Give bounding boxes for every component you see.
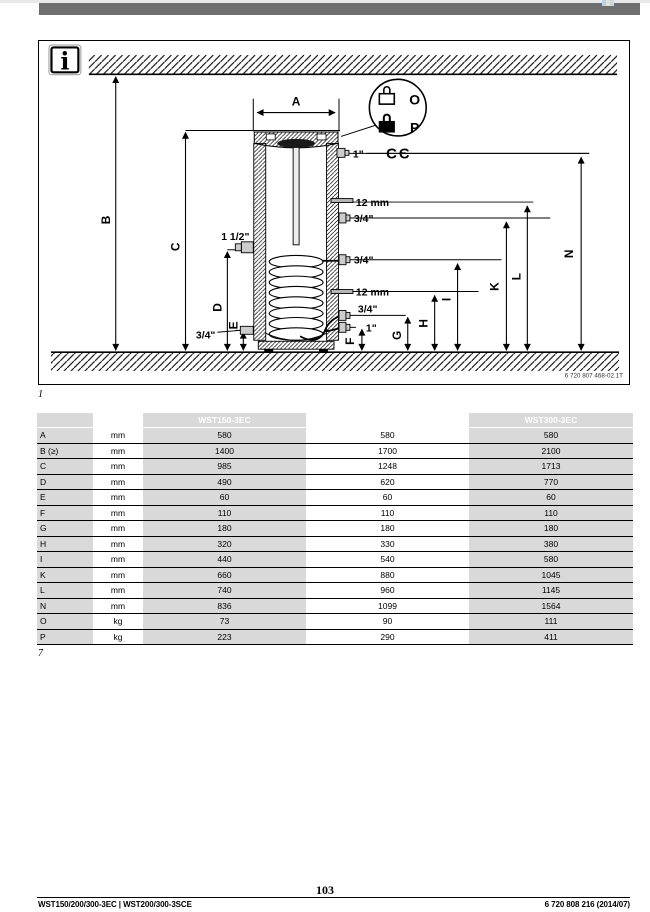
table-header-row	[37, 413, 633, 428]
table-row	[37, 536, 633, 552]
unit-cell: kg	[93, 629, 143, 645]
dim-c: C	[168, 242, 183, 252]
conn-upper-34-label: 3/4"	[353, 213, 374, 225]
dim-cell: O	[37, 614, 93, 630]
table-row	[37, 583, 633, 599]
tank-diagram	[39, 41, 629, 384]
page-number: 103	[316, 883, 334, 897]
value-cell: 1700	[306, 443, 469, 459]
dim-cell: G	[37, 521, 93, 537]
weight-filled-label: P	[410, 119, 420, 136]
tank-wall-left	[254, 143, 266, 340]
table-row	[37, 490, 633, 506]
dim-b: B	[98, 215, 113, 225]
dim-cell: E	[37, 490, 93, 506]
value-cell: 580	[469, 428, 633, 444]
dim-cell: H	[37, 536, 93, 552]
dim-k: K	[487, 282, 502, 291]
value-cell: 1564	[469, 598, 633, 614]
value-cell: 110	[143, 505, 306, 521]
table-row	[37, 567, 633, 583]
info-icon-glyph: i	[60, 47, 70, 76]
value-cell: 2100	[469, 443, 633, 459]
conn-lower-1-label: 1"	[365, 323, 377, 335]
heat-exchanger-coil	[269, 255, 323, 340]
value-cell: 770	[469, 474, 633, 490]
dimension-table	[37, 413, 630, 645]
header-model-3: WST300-3EC	[469, 413, 633, 428]
value-cell: 440	[143, 552, 306, 568]
unit-cell: mm	[93, 474, 143, 490]
table-row	[37, 629, 633, 645]
tank-drawing	[235, 132, 353, 352]
dim-cell: K	[37, 567, 93, 583]
value-cell: 1713	[469, 459, 633, 475]
value-cell: 223	[143, 629, 306, 645]
value-cell: 90	[306, 614, 469, 630]
unit-cell: kg	[93, 614, 143, 630]
tank-base	[258, 341, 334, 349]
table-row	[37, 428, 633, 444]
conn-lower-12mm-label: 12 mm	[355, 287, 390, 299]
unit-cell: mm	[93, 505, 143, 521]
value-cell: 580	[143, 428, 306, 444]
table-row	[37, 598, 633, 614]
value-cell: 73	[143, 614, 306, 630]
header-dim	[37, 413, 93, 428]
dim-cell: D	[37, 474, 93, 490]
dim-i: I	[439, 297, 454, 302]
value-cell: 960	[306, 583, 469, 599]
value-cell: 1145	[469, 583, 633, 599]
dim-cell: B (≥)	[37, 443, 93, 459]
footer-document-number: 6 720 808 216 (2014/07)	[544, 900, 630, 909]
dim-cell: N	[37, 598, 93, 614]
header-model-1: WST150-3EC	[143, 413, 306, 428]
ceiling-hatch	[89, 55, 617, 74]
unit-cell: mm	[93, 459, 143, 475]
conn-left-112-label: 1 1/2"	[221, 231, 250, 243]
value-cell: 1099	[306, 598, 469, 614]
tank-gasket	[277, 139, 315, 148]
unit-cell: mm	[93, 598, 143, 614]
value-cell: 580	[469, 552, 633, 568]
dim-f: F	[342, 337, 357, 345]
value-cell: 380	[469, 536, 633, 552]
dim-cell: C	[37, 459, 93, 475]
dim-e: E	[226, 321, 241, 330]
unit-cell: mm	[93, 552, 143, 568]
unit-cell: mm	[93, 583, 143, 599]
value-cell: 880	[306, 567, 469, 583]
dim-cell: P	[37, 629, 93, 645]
unit-cell: mm	[93, 567, 143, 583]
value-cell: 490	[143, 474, 306, 490]
table-row	[37, 552, 633, 568]
conn-top-right-label: 1"	[352, 149, 364, 161]
value-cell: 1400	[143, 443, 306, 459]
dim-cell: I	[37, 552, 93, 568]
footer-model-list: WST150/200/300-3EC | WST200/300-3SCE	[38, 900, 192, 909]
drawing-number: 6 720 807 468-02.1T	[564, 372, 624, 380]
anode-rod	[293, 147, 299, 244]
value-cell: 110	[469, 505, 633, 521]
table-row	[37, 443, 633, 459]
unit-cell: mm	[93, 536, 143, 552]
dim-a: A	[291, 94, 301, 109]
value-cell: 180	[469, 521, 633, 537]
dim-d: D	[210, 303, 225, 312]
info-icon	[49, 45, 81, 75]
conn-lower-34-label: 3/4"	[357, 304, 378, 316]
value-cell: 836	[143, 598, 306, 614]
unit-cell: mm	[93, 443, 143, 459]
conn-upper-12mm-label: 12 mm	[355, 198, 390, 210]
weight-outline-label: O	[409, 91, 421, 108]
dim-l: L	[509, 272, 524, 281]
value-cell: 180	[306, 521, 469, 537]
value-cell: 111	[469, 614, 633, 630]
footer-rule	[37, 897, 630, 898]
dim-h: H	[416, 319, 431, 328]
table-row	[37, 614, 633, 630]
conn-mid-34-label: 3/4"	[353, 255, 374, 267]
dim-g: G	[389, 330, 404, 340]
value-cell: 1045	[469, 567, 633, 583]
value-cell: 620	[306, 474, 469, 490]
table-row	[37, 505, 633, 521]
value-cell: 660	[143, 567, 306, 583]
figure-box	[38, 40, 630, 385]
value-cell: 330	[306, 536, 469, 552]
floor-hatch	[51, 352, 619, 371]
unit-cell: mm	[93, 490, 143, 506]
value-cell: 985	[143, 459, 306, 475]
value-cell: 60	[469, 490, 633, 506]
dim-cell: F	[37, 505, 93, 521]
value-cell: 320	[143, 536, 306, 552]
value-cell: 290	[306, 629, 469, 645]
dim-cell: A	[37, 428, 93, 444]
ce-mark: CЄ	[386, 145, 412, 163]
header-logo-remnant	[602, 0, 614, 6]
value-cell: 60	[306, 490, 469, 506]
table-row	[37, 459, 633, 475]
value-cell: 110	[306, 505, 469, 521]
header-model-2: WST200-3EC	[306, 413, 469, 428]
value-cell: 580	[306, 428, 469, 444]
table-number: 7	[38, 648, 43, 659]
header-bar	[39, 3, 640, 15]
dim-cell: L	[37, 583, 93, 599]
table-row	[37, 474, 633, 490]
table-row	[37, 521, 633, 537]
value-cell: 60	[143, 490, 306, 506]
conn-bottom-left-34-label: 3/4"	[195, 330, 216, 342]
unit-cell: mm	[93, 428, 143, 444]
value-cell: 411	[469, 629, 633, 645]
figure-number: 1	[38, 389, 43, 400]
value-cell: 1248	[306, 459, 469, 475]
value-cell: 740	[143, 583, 306, 599]
dim-n: N	[562, 249, 577, 259]
unit-cell: mm	[93, 521, 143, 537]
dimension-lines	[116, 77, 581, 350]
tank-wall-right	[327, 143, 339, 340]
value-cell: 540	[306, 552, 469, 568]
header-unit	[93, 413, 143, 428]
value-cell: 180	[143, 521, 306, 537]
